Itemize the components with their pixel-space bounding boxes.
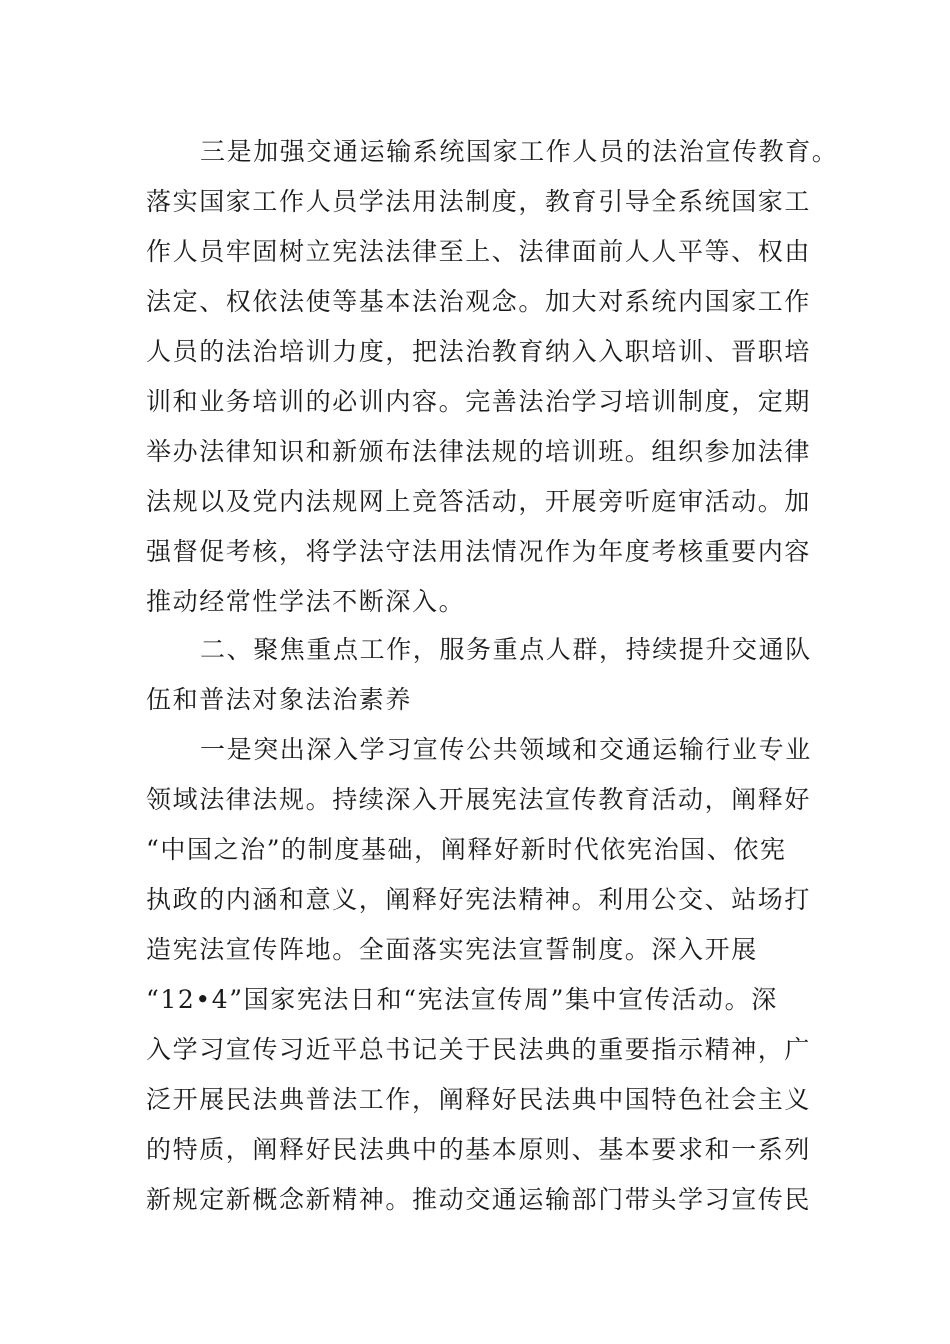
text-line-2: 落实国家工作人员学法用法制度，教育引导全系统国家工 [146,187,812,216]
text-line-19: 入学习宣传习近平总书记关于民法典的重要指示精神，广 [146,1035,812,1064]
text-line-3: 作人员牢固树立宪法法律至上、法律面前人人平等、权由 [146,237,812,266]
text-line-21: 的特质，阐释好民法典中的基本原则、基本要求和一系列 [146,1135,812,1164]
text-line-13: 一是突出深入学习宣传公共领域和交通运输行业专业 [200,735,812,764]
text-line-14: 领域法律法规。持续深入开展宪法宣传教育活动，阐释好 [146,785,812,814]
text-line-17: 造宪法宣传阵地。全面落实宪法宣誓制度。深入开展 [146,935,758,964]
text-line-4: 法定、权依法使等基本法治观念。加大对系统内国家工作 [146,287,812,316]
text-line-9: 强督促考核，将学法守法用法情况作为年度考核重要内容 [146,537,812,566]
text-line-1: 三是加强交通运输系统国家工作人员的法治宣传教育。 [200,137,839,166]
text-line-6: 训和业务培训的必训内容。完善法治学习培训制度，定期 [146,387,812,416]
section-heading-line-1: 二、聚焦重点工作，服务重点人群，持续提升交通队 [200,635,812,664]
text-line-5: 人员的法治培训力度，把法治教育纳入入职培训、晋职培 [146,337,812,366]
text-line-20: 泛开展民法典普法工作，阐释好民法典中国特色社会主义 [146,1085,812,1114]
section-heading-line-2: 伍和普法对象法治素养 [146,685,413,714]
text-line-8: 法规以及党内法规网上竞答活动，开展旁听庭审活动。加 [146,487,812,516]
text-line-16: 执政的内涵和意义，阐释好宪法精神。利用公交、站场打 [146,885,812,914]
text-line-10: 推动经常性学法不断深入。 [146,587,466,616]
text-line-15: “中国之治”的制度基础，阐释好新时代依宪治国、依宪 [146,835,787,864]
text-line-7: 举办法律知识和新颁布法律法规的培训班。组织参加法律 [146,437,812,466]
text-line-22: 新规定新概念新精神。推动交通运输部门带头学习宣传民 [146,1185,812,1214]
text-line-18: “12•4”国家宪法日和“宪法宣传周”集中宣传活动。深 [146,985,778,1014]
